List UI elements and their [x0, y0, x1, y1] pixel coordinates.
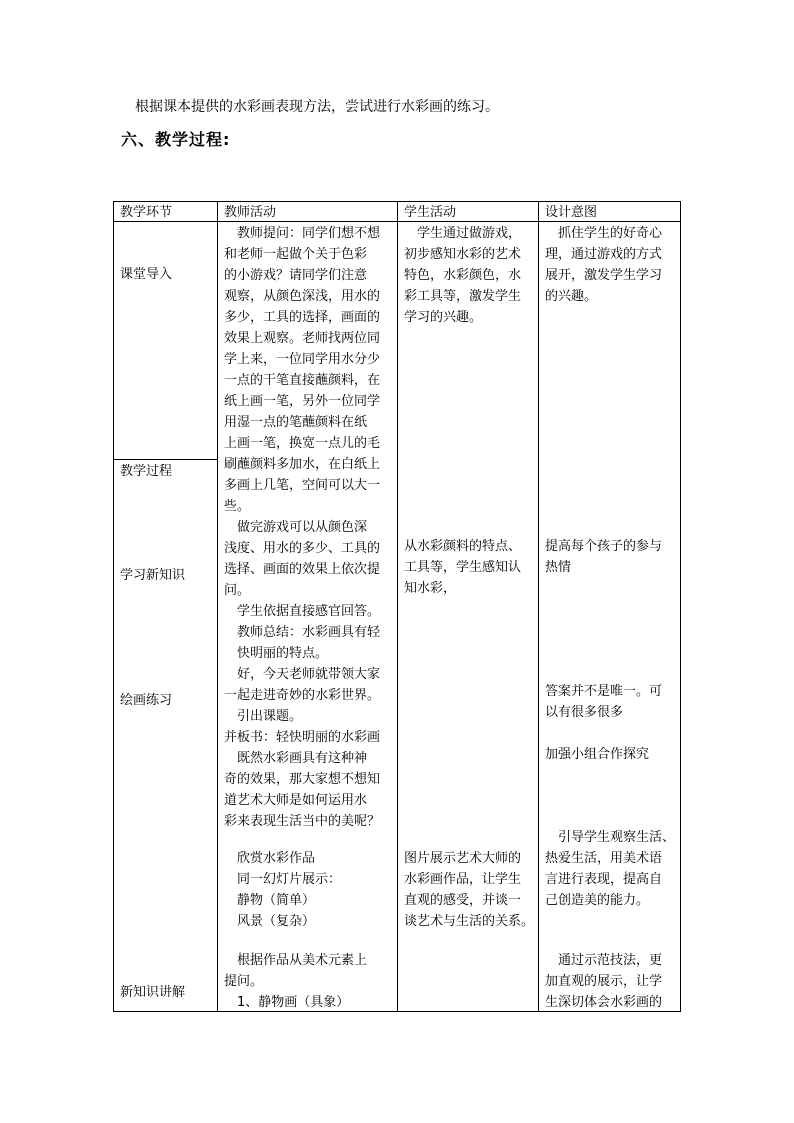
phase-intro: 课堂导入 [120, 267, 173, 282]
phase-process: 教学过程 [120, 464, 173, 479]
text-line: 引导学生观察生活、 [545, 830, 676, 845]
text-line: 道艺术大师是如何运用水 [224, 793, 368, 808]
text-line: 热情 [545, 560, 572, 575]
text-line: 工具等，学生感知认 [404, 560, 522, 575]
text-line: 同一幻灯片展示： [224, 872, 342, 887]
text-line: 1、静物画（具象） [224, 995, 350, 1010]
text-line: 彩工具等，激发学生 [404, 289, 522, 304]
text-line: 奇的效果，那大家想不想知 [224, 772, 381, 787]
text-line: 纸上画一笔，另外一位同学 [224, 394, 381, 409]
text-line: 加强小组合作探究 [545, 747, 650, 762]
text-line: 通过示范技法，更 [545, 953, 663, 968]
header-phase: 教学环节 [120, 205, 173, 220]
header-teacher: 教师活动 [224, 205, 277, 220]
col-divider-3 [538, 202, 539, 1011]
text-line: 些。 [224, 499, 251, 514]
text-line: 特色，水彩颜色，水 [404, 268, 522, 283]
text-line: 风景（复杂） [224, 914, 316, 929]
text-line: 图片展示艺术大师的 [404, 851, 522, 866]
text-line: 抓住学生的好奇心 [545, 226, 663, 241]
teaching-process-table [113, 201, 681, 1012]
text-line: 从水彩颜料的特点、 [404, 539, 522, 554]
text-line: 的小游戏？请同学们注意 [224, 268, 368, 283]
text-line: 知水彩， [404, 581, 457, 596]
text-line: 生深切体会水彩画的 [545, 995, 663, 1010]
phase-painting: 绘画练习 [120, 693, 173, 708]
text-line: 好，今天老师就带领大家 [224, 667, 381, 682]
text-line: 并板书：轻快明丽的水彩画 [224, 730, 381, 745]
intro-text: 根据课本提供的水彩画表现方法，尝试进行水彩画的练习。 [135, 99, 499, 115]
text-line: 提问。 [224, 974, 264, 989]
text-line: 静物（简单） [224, 893, 316, 908]
text-line: 谈艺术与生活的关系。 [404, 914, 535, 929]
text-line: 做完游戏可以从颜色深 [224, 520, 368, 535]
text-line: 初步感知水彩的艺术 [404, 247, 522, 262]
text-line: 效果上观察。老师找两位同 [224, 331, 381, 346]
text-line: 选择、画面的效果上依次提 [224, 562, 381, 577]
text-line: 直观的感受，并谈一 [404, 893, 522, 908]
text-line: 刷蘸颜料多加水，在白纸上 [224, 457, 381, 472]
phase-explanation: 新知识讲解 [120, 985, 186, 1000]
text-line: 根据作品从美术元素上 [224, 953, 368, 968]
text-line: 上画一笔，换宽一点儿的毛 [224, 436, 381, 451]
text-line: 引出课题。 [224, 709, 303, 724]
text-line: 己创造美的能力。 [545, 893, 650, 908]
text-line: 加直观的展示，让学 [545, 974, 663, 989]
text-line: 学生通过做游戏， [404, 226, 522, 241]
text-line: 欣赏水彩作品 [224, 851, 316, 866]
text-line: 一起走进奇妙的水彩世界。 [224, 688, 381, 703]
text-line: 言进行表现，提高自 [545, 872, 663, 887]
text-line: 多少，工具的选择，画面的 [224, 310, 381, 325]
text-line: 提高每个孩子的参与 [545, 539, 663, 554]
text-line: 的兴趣。 [545, 289, 598, 304]
col1-divider [114, 459, 217, 460]
text-line: 问。 [224, 583, 251, 598]
text-line: 学生依据直接感官回答。 [224, 604, 381, 619]
text-line: 彩来表现生活当中的美呢？ [224, 814, 381, 829]
text-line: 学习的兴趣。 [404, 310, 483, 325]
text-line: 教师总结：水彩画具有轻 [224, 625, 381, 640]
text-line: 观察，从颜色深浅，用水的 [224, 289, 381, 304]
text-line: 答案并不是唯一。可 [545, 684, 663, 699]
phase-new-knowledge: 学习新知识 [120, 568, 186, 583]
text-line: 用湿一点的笔蘸颜料在纸 [224, 415, 368, 430]
header-intent: 设计意图 [545, 205, 598, 220]
text-line: 多画上几笔，空间可以大一 [224, 478, 381, 493]
text-line: 学上来，一位同学用水分少 [224, 352, 381, 367]
col-divider-2 [397, 202, 398, 1011]
text-line: 展开，激发学生学习 [545, 268, 663, 283]
col-divider-1 [217, 202, 218, 1011]
text-line: 快明丽的特点。 [224, 646, 329, 661]
text-line: 热爱生活，用美术语 [545, 851, 663, 866]
header-student: 学生活动 [404, 205, 457, 220]
text-line: 理，通过游戏的方式 [545, 247, 663, 262]
section-heading: 六、教学过程: [121, 130, 231, 149]
text-line: 和老师一起做个关于色彩 [224, 247, 368, 262]
text-line: 水彩画作品，让学生 [404, 872, 522, 887]
text-line: 教师提问：同学们想不想 [224, 226, 381, 241]
text-line: 一点的干笔直接蘸颜料，在 [224, 373, 381, 388]
text-line: 以有很多很多 [545, 705, 624, 720]
text-line: 浅度、用水的多少、工具的 [224, 541, 381, 556]
text-line: 既然水彩画具有这种神 [224, 751, 368, 766]
